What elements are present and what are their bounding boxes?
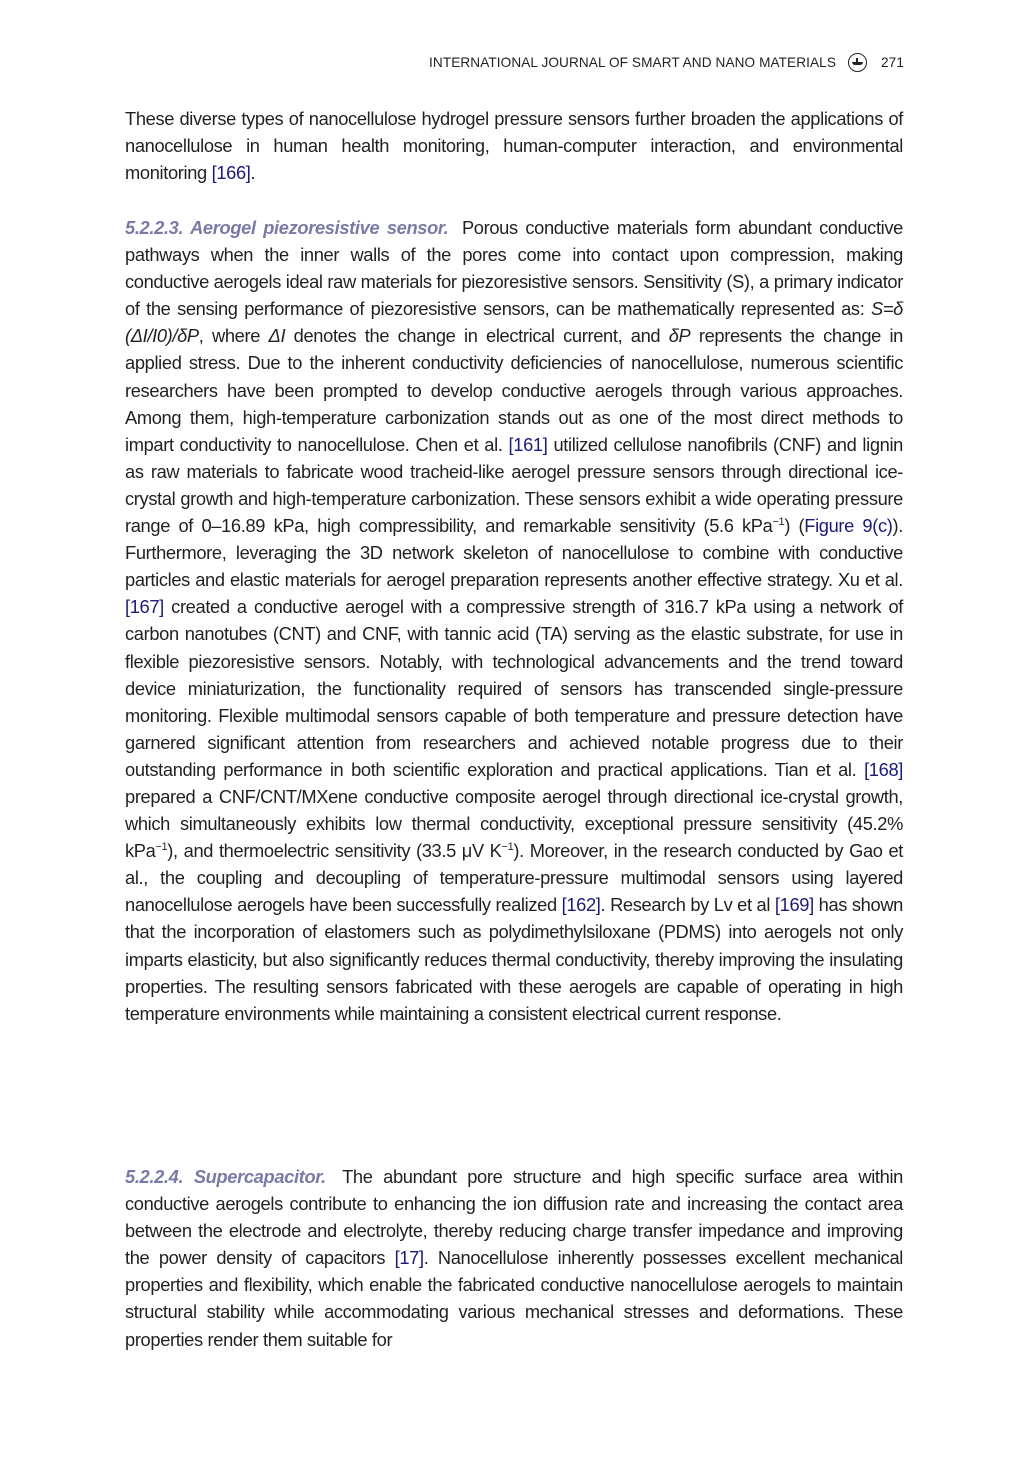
text: represents the change in applied stress. Due to the inherent conductivity deficiencies of nanocellulose, numerous scientific researchers have been prompted to develop conductive aerogels through various approaches. Among them, high-temperature carbonization stands out as one of the most direct methods to impart conductivity to nanocellulose. Chen et al. [125, 325, 903, 455]
text: ). Furthermore, leveraging the 3D network skeleton of nanocellulose to combine with conductive particles and elastic materials for aerogel preparation represents another effective strategy. Xu et al. [125, 515, 903, 591]
text: denotes the change in electrical current, and [285, 325, 669, 347]
text: created a conductive aerogel with a compressive strength of 316.7 kPa using a network of carbon nanotubes (CNT) and CNF, with tannic acid (TA) serving as the elastic substrate, for use in flexible piezoresistive sensors. Notably, with technological advancements and the trend toward device miniaturization, the functionality required of sensors has transcended single-pressure monitoring. Flexible multimodal sensors capable of both temperature and pressure detection have garnered significant attention from researchers and achieved notable progress due to their outstanding performance in both scientific exploration and practical applications. Tian et al. [125, 596, 903, 780]
symbol: δP [668, 325, 691, 347]
citation-link[interactable]: [162] [561, 894, 601, 916]
formula: S=δ (ΔI/I0)/δP [125, 298, 903, 347]
page-number: 271 [881, 55, 904, 70]
text: . [250, 162, 256, 184]
text: utilized cellulose nanofibrils (CNF) and lignin as raw materials to fabricate wood tracheid-like aerogel pressure sensors through directional ice-crystal growth and high-temperature carbonization. These sensors exhibit a wide operating pressure range of 0–16.89 kPa, high compressibility, and remarkable sensitivity (5.6 kPa [125, 433, 903, 537]
publisher-logo-icon [848, 53, 867, 72]
text: The abundant pore structure and high specific surface area within conductive aerogels contribute to enhancing the ion diffusion rate and increasing the contact area between the electrode and electrolyte, thereby reducing charge transfer impedance and improving the power density of capacitors [125, 1166, 903, 1269]
citation-link[interactable]: [161] [508, 433, 548, 455]
figure-link[interactable]: Figure 9(c) [804, 515, 893, 537]
symbol: ΔI [268, 325, 286, 347]
citation-link[interactable]: [168] [864, 758, 903, 780]
citation-link[interactable]: [169] [774, 894, 814, 916]
text: ) ( [784, 515, 805, 537]
text: prepared a CNF/CNT/MXene conductive composite aerogel through directional ice-crystal growth, which simultaneously exhibits low thermal conductivity, exceptional pressure sensitivity (45.2% kPa [125, 785, 903, 862]
superscript: −1 [772, 516, 785, 529]
journal-title: INTERNATIONAL JOURNAL OF SMART AND NANO MATERIALS [429, 55, 837, 70]
citation-link[interactable]: [166] [211, 162, 251, 184]
text: . Nanocellulose inherently possesses excellent mechanical properties and flexibility, which enable the fabricated conductive nanocellulose aerogels to maintain structural stability while accommodating various mechanical stresses and deformations. These properties render them suitable for [125, 1247, 904, 1350]
text: , where [198, 325, 269, 347]
text: . Research by Lv et al [600, 894, 775, 916]
superscript: −1 [501, 841, 514, 854]
text: ). Moreover, in the research conducted by Gao et al., the coupling and decoupling of temperature-pressure multimodal sensors using layered nanocellulose aerogels have been successfully realized [125, 840, 903, 916]
text: has shown that the incorporation of elastomers such as polydimethylsiloxane (PDMS) into aerogels not only imparts elasticity, but also significantly reduces thermal conductivity, thereby improving the insulating properties. The resulting sensors fabricated with these aerogels are capable of operating in high temperature environments while maintaining a consistent electrical current response. [125, 894, 903, 1024]
section-aerogel-piezoresistive-sensor [125, 214, 903, 1027]
section-supercapacitor [125, 1163, 903, 1353]
citation-link[interactable]: [167] [125, 596, 164, 618]
text: These diverse types of nanocellulose hydrogel pressure sensors further broaden the applications of nanocellulose in human health monitoring, human-computer interaction, and environmental monitoring [125, 108, 903, 184]
section-heading: 5.2.2.3. Aerogel piezoresistive sensor. [125, 217, 449, 238]
section-heading: 5.2.2.4. Supercapacitor. [125, 1166, 326, 1187]
citation-link[interactable]: [17] [394, 1247, 424, 1269]
text: Porous conductive materials form abundant conductive pathways when the inner walls of the pores come into contact upon compression, making conductive aerogels ideal raw materials for piezoresistive sensors. Sensitivity (S), a primary indicator of the sensing performance of piezoresistive sensors, can be mathematically represented as: [125, 217, 903, 320]
running-header [429, 53, 904, 72]
text: ), and thermoelectric sensitivity (33.5 μV K [167, 840, 502, 862]
superscript: −1 [155, 841, 168, 854]
paragraph-intro [125, 105, 903, 186]
